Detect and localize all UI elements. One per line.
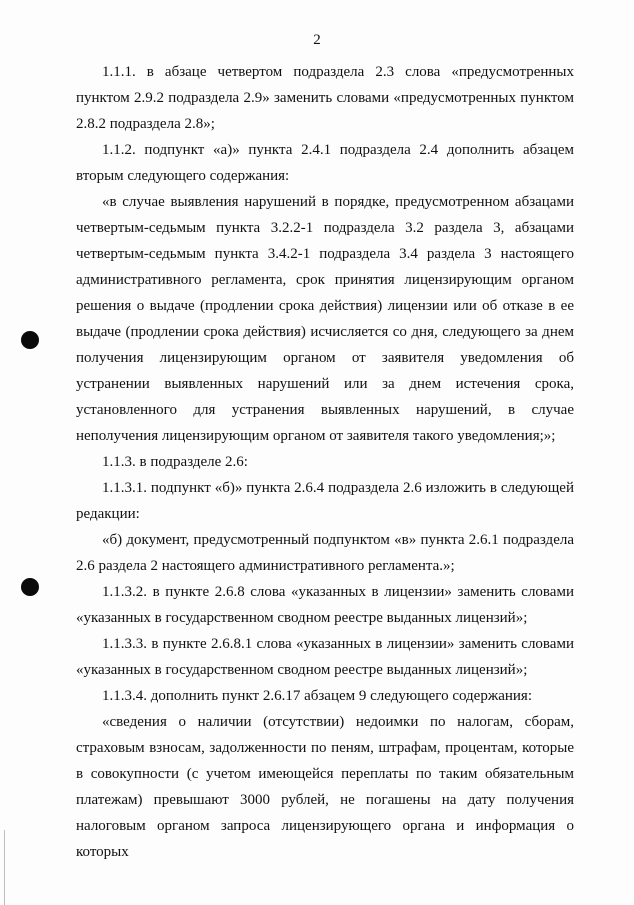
- scan-edge-line: [4, 830, 5, 905]
- punch-hole-mark: [21, 578, 39, 596]
- paragraph-1-1-3-3: 1.1.3.3. в пункте 2.6.8.1 слова «указанных в лицензии» заменить словами «указанных в государственном сводном реестре выданных лицензий»;: [76, 636, 574, 678]
- page-number: 2: [313, 32, 321, 48]
- paragraph-1-1-3-1: 1.1.3.1. подпункт «б)» пункта 2.6.4 подраздела 2.6 изложить в следующей редакции:: [76, 480, 574, 522]
- paragraph-1-1-1: 1.1.1. в абзаце четвертом подраздела 2.3 слова «предусмотренных пунктом 2.9.2 подраздела 2.9» заменить словами «предусмотренных пунктом 2.8.2 подраздела 2.8»;: [76, 64, 574, 132]
- paragraph-quoted-tax-info: «сведения о наличии (отсутствии) недоимки по налогам, сборам, страховым взносам, задолженности по пеням, штрафам, процентам, которые в совокупности (с учетом имеющейся переплаты по таким обязательным платежам) превышают 3000 рублей, не погашены на дату получения налоговым органом запроса лицензирующего органа и информация о которых: [76, 714, 574, 860]
- paragraph-1-1-3-4: 1.1.3.4. дополнить пункт 2.6.17 абзацем 9 следующего содержания:: [102, 688, 532, 704]
- paragraph-1-1-3-2: 1.1.3.2. в пункте 2.6.8 слова «указанных в лицензии» заменить словами «указанных в государственном сводном реестре выданных лицензий»;: [76, 584, 574, 626]
- paragraph-quoted-amendment: «в случае выявления нарушений в порядке, предусмотренном абзацами четвертым-седьмым пункта 3.2.2-1 подраздела 3.2 раздела 3, абзацами четвертым-седьмым пункта 3.4.2-1 подраздела 3.4 раздела 3 настоящего административного регламента, срок принятия лицензирующим органом решения о выдаче (продлении срока действия) лицензии или об отказе в ее выдаче (продлении срока действия) исчисляется со дня, следующего за днем получения лицензирующим органом от заявителя уведомления об устранении выявленных нарушений или за днем истечения срока, установленного для устранения выявленных нарушений, в случае неполучения лицензирующим органом от заявителя такого уведомления;»;: [76, 194, 574, 444]
- paragraph-1-1-2: 1.1.2. подпункт «а)» пункта 2.4.1 подраздела 2.4 дополнить абзацем вторым следующего содержания:: [76, 142, 574, 184]
- paragraph-quoted-subitem-b: «б) документ, предусмотренный подпунктом «в» пункта 2.6.1 подраздела 2.6 раздела 2 настоящего административного регламента.»;: [76, 532, 574, 574]
- document-body: [76, 59, 574, 865]
- paragraph-1-1-3: 1.1.3. в подразделе 2.6:: [102, 454, 248, 470]
- punch-hole-mark: [21, 331, 39, 349]
